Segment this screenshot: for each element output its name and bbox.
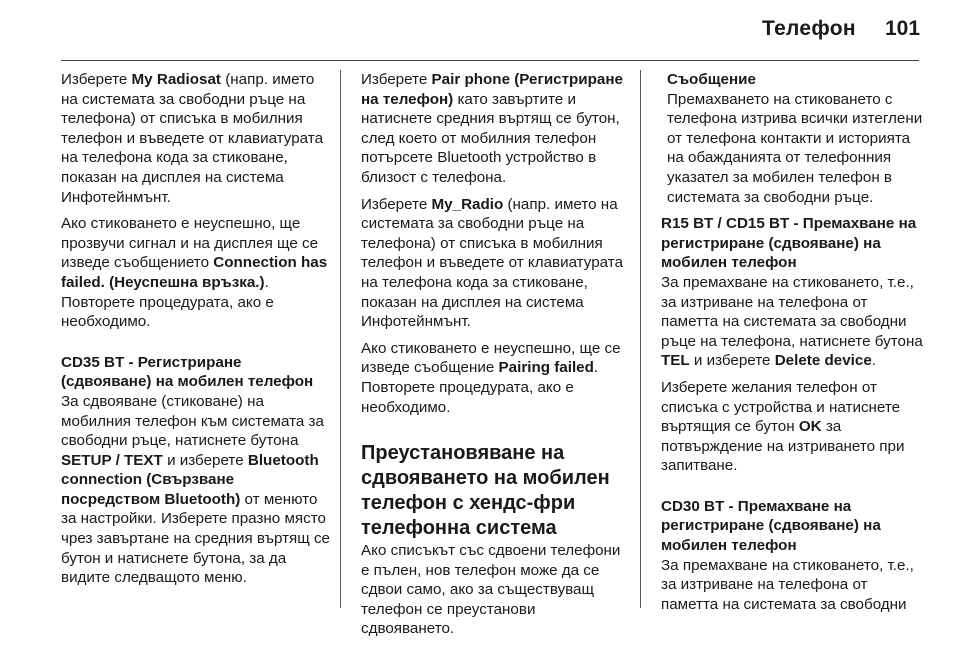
- text-run: Изберете желания телефон от списъка с устройства и натиснете въртящия се бутон: [661, 378, 901, 436]
- column-divider: [340, 70, 341, 608]
- column-left: [61, 70, 331, 595]
- bold-term: Connection has failed. (Неуспешна връзка.): [61, 254, 328, 291]
- text-run: За премахване на стиковането, т.е., за изтриване на телефона от паметта на системата за свободни ръце на телефона, натиснете бутона: [661, 273, 923, 350]
- column-right: [661, 70, 923, 621]
- text-run: Ако списъкът със сдвоени телефони е пълен, нов телефон може да се сдвои само, ако за съществуващ телефон се преустанови сдвояването.: [361, 542, 621, 638]
- paragraph: [61, 392, 331, 588]
- bold-term: Bluetooth connection (Свързване посредством Bluetooth): [61, 451, 319, 508]
- bold-term: My_Radio: [431, 195, 504, 213]
- paragraph: [61, 214, 331, 332]
- bold-term: Delete device: [774, 352, 872, 370]
- text-run: За премахване на стиковането, т.е., за изтриване на телефона от паметта на системата за свободни: [661, 556, 914, 613]
- section-heading-large: Преустановяване на сдвояването на мобилен телефон с хендс-фри телефонна система: [361, 442, 610, 540]
- page-number: 101: [885, 17, 921, 40]
- text-run: Ако стиковането е неуспешно, ще прозвучи сигнал и на дисплея ще се изведе съобщението: [61, 215, 319, 272]
- text-run: Ако стиковането е неуспешно, ще се изведе съобщение: [361, 339, 621, 377]
- note-body: Премахването на стиковането с телефона изтрива всички изтеглени от телефона контакти и историята на обажданията от телефонния указател за мобилен телефон в системата за свободни ръце.: [667, 90, 923, 206]
- column-middle: [361, 70, 629, 646]
- paragraph: [361, 70, 629, 188]
- text-run: като завъртите и натиснете средния въртящ се бутон, след което от мобилния телефон потърсете Bluetooth устройство в близост с телефона.: [361, 90, 620, 186]
- section-heading: R15 BT / CD15 BT - Премахване на регистриране (сдвояване) на мобилен телефон: [661, 215, 917, 272]
- note-title: Съобщение: [667, 71, 756, 88]
- text-run: За сдвояване (стиковане) на мобилния телефон към системата за свободни ръце, натиснете бутона: [61, 392, 324, 450]
- paragraph: [61, 70, 331, 207]
- text-run: Изберете: [361, 195, 432, 213]
- paragraph: [661, 273, 923, 371]
- header-rule: [61, 60, 919, 61]
- bold-term: OK: [798, 418, 822, 436]
- bold-term: TEL: [661, 352, 690, 370]
- paragraph: [661, 556, 923, 615]
- text-run: Изберете: [61, 71, 132, 88]
- paragraph: [361, 339, 629, 417]
- text-run: . Повторете процедурата, ако е необходимо.: [61, 273, 274, 331]
- paragraph: [361, 195, 629, 332]
- bold-term: Pairing failed: [498, 359, 594, 377]
- text-run: от менюто за настройки. Изберете празно място чрез завъртане на средния въртящ се бутон и натиснете бутона, за да видите следващото меню.: [61, 490, 331, 587]
- bold-term: Pair phone (Регистриране на телефон): [361, 71, 623, 108]
- text-run: .: [871, 352, 877, 370]
- text-run: . Повторете процедурата, ако е необходимо.: [361, 359, 599, 416]
- bold-term: SETUP / TEXT: [61, 451, 163, 469]
- text-run: (напр. името на системата за свободни ръце на телефона) от списъка в мобилния телефон и въведете от клавиатурата на телефона кода за стиковане, показан на дисплея на система Инфотейнмънт.: [361, 195, 624, 331]
- bold-term: My Radiosat: [131, 71, 221, 88]
- text-run: (напр. името на системата за свободни ръце на телефона) от списъка в мобилния телефон и въведете от клавиатурата на телефона кода за стиковане, показан на дисплея на система Инфотейнмънт.: [61, 71, 324, 206]
- text-run: и изберете: [689, 352, 775, 370]
- text-run: и изберете: [162, 451, 248, 469]
- text-run: за потвърждение на изтриването при запитване.: [661, 418, 905, 475]
- paragraph: [661, 378, 923, 476]
- page-header: [0, 0, 960, 60]
- column-divider: [640, 70, 641, 608]
- text-run: Изберете: [361, 71, 432, 88]
- section-heading: CD30 BT - Премахване на регистриране (сдвояване) на мобилен телефон: [661, 497, 881, 555]
- section-heading: CD35 BT - Регистриране (сдвояване) на мобилен телефон: [61, 353, 314, 391]
- page-title: Телефон: [762, 17, 856, 40]
- note-box: [667, 70, 923, 207]
- paragraph: [361, 541, 629, 639]
